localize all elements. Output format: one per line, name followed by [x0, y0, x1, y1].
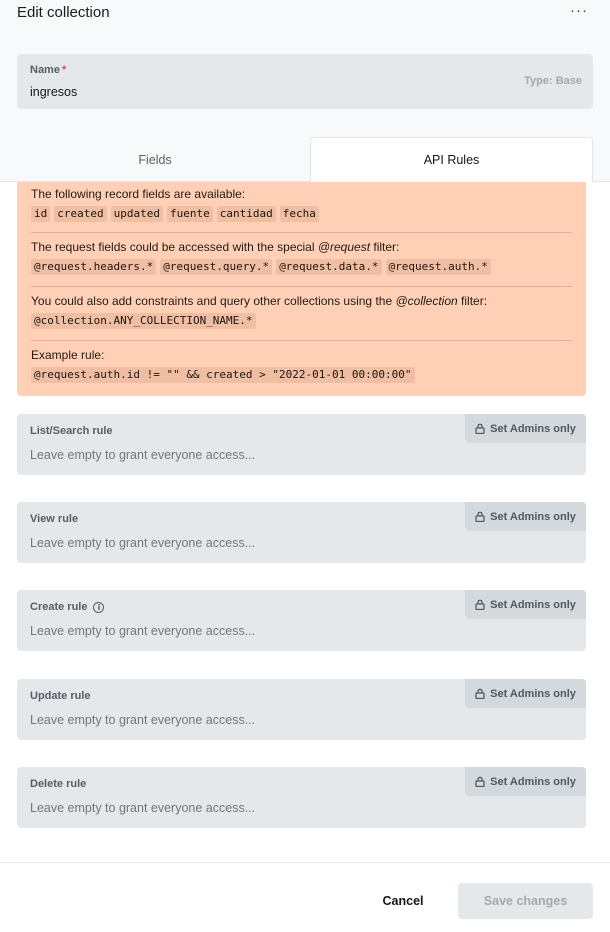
set-admins-only-label: Set Admins only [490, 422, 576, 435]
panel-title: Edit collection [17, 4, 110, 21]
name-field-label [30, 64, 66, 76]
example-rule-text: Example rule: [31, 348, 105, 362]
rule-label-text: Create rule [30, 601, 88, 613]
rule-field-list[interactable] [17, 414, 586, 475]
panel-header [0, 0, 610, 182]
set-admins-only-button[interactable] [465, 502, 586, 531]
name-input[interactable]: ingresos [30, 85, 78, 99]
panel-footer [0, 862, 610, 932]
tab-api-rules[interactable]: API Rules [310, 137, 593, 182]
divider [31, 286, 572, 287]
tab-fields[interactable]: Fields [138, 152, 172, 167]
name-field[interactable] [17, 54, 593, 109]
collection-fields-list [31, 313, 572, 329]
info-icon[interactable]: i [93, 602, 104, 613]
request-text-before: The request fields could be accessed with the special [31, 240, 318, 254]
set-admins-only-button[interactable] [465, 767, 586, 796]
set-admins-only-button[interactable] [465, 679, 586, 708]
record-field-code: fecha [280, 206, 319, 222]
rule-input[interactable] [30, 801, 460, 815]
set-admins-only-label: Set Admins only [490, 510, 576, 523]
record-field-code: id [31, 206, 50, 222]
record-field-code: cantidad [217, 206, 276, 222]
lock-icon [475, 423, 485, 434]
record-fields-list [31, 206, 572, 222]
record-field-code: updated [111, 206, 163, 222]
rule-label [30, 513, 78, 525]
rule-label [30, 425, 113, 437]
rule-field-update[interactable] [17, 679, 586, 740]
rule-input[interactable] [30, 448, 460, 462]
required-mark: * [61, 64, 67, 76]
rule-input[interactable] [30, 713, 460, 727]
request-field-code: @request.data.* [276, 259, 381, 275]
example-rule-code: @request.auth.id != "" && created > "2022-01-01 00:00:00" [31, 367, 415, 383]
lock-icon [475, 776, 485, 787]
set-admins-only-label: Set Admins only [490, 775, 576, 788]
rule-label [30, 601, 104, 613]
divider [31, 340, 572, 341]
request-text-after: filter: [370, 240, 400, 254]
request-field-code: @request.query.* [160, 259, 272, 275]
collection-field-code: @collection.ANY_COLLECTION_NAME.* [31, 313, 256, 329]
set-admins-only-button[interactable] [465, 414, 586, 443]
lock-icon [475, 688, 485, 699]
rule-field-delete[interactable] [17, 767, 586, 828]
api-rules-help-box [17, 182, 586, 396]
request-fields-list [31, 259, 572, 275]
set-admins-only-label: Set Admins only [490, 598, 576, 611]
request-fields-text [31, 240, 572, 255]
collection-type-label: Type: Base [524, 75, 582, 87]
rule-field-create[interactable] [17, 590, 586, 651]
example-rule-list [31, 367, 572, 383]
example-rule-section [31, 348, 572, 383]
rule-label-text: View rule [30, 513, 79, 525]
name-label-text: Name [30, 64, 60, 76]
more-options-icon[interactable]: ··· [570, 2, 588, 19]
collection-keyword: @collection [395, 294, 458, 308]
collection-text-before: You could also add constraints and query other collections using the [31, 294, 396, 308]
rule-label-text: Delete rule [30, 778, 87, 790]
collection-fields-section [31, 294, 572, 329]
request-keyword: @request [317, 240, 371, 254]
save-changes-button[interactable]: Save changes [458, 883, 593, 919]
record-fields-section [31, 187, 572, 222]
lock-icon [475, 599, 485, 610]
rule-label [30, 690, 91, 702]
set-admins-only-button[interactable] [465, 590, 586, 619]
set-admins-only-label: Set Admins only [490, 687, 576, 700]
lock-icon [475, 511, 485, 522]
record-field-code: fuente [167, 206, 213, 222]
request-fields-section [31, 240, 572, 275]
rule-field-view[interactable] [17, 502, 586, 563]
rule-label [30, 778, 86, 790]
cancel-button[interactable]: Cancel [382, 894, 424, 908]
record-field-code: created [54, 206, 106, 222]
request-field-code: @request.headers.* [31, 259, 156, 275]
collection-text-after: filter: [457, 294, 488, 308]
request-field-code: @request.auth.* [386, 259, 491, 275]
rule-label-text: List/Search rule [30, 425, 113, 437]
collection-fields-text [31, 294, 572, 309]
record-fields-text: The following record fields are available: [31, 187, 246, 201]
rule-label-text: Update rule [30, 690, 91, 702]
rule-input[interactable] [30, 536, 460, 550]
rule-input[interactable] [30, 624, 460, 638]
divider [31, 232, 572, 233]
